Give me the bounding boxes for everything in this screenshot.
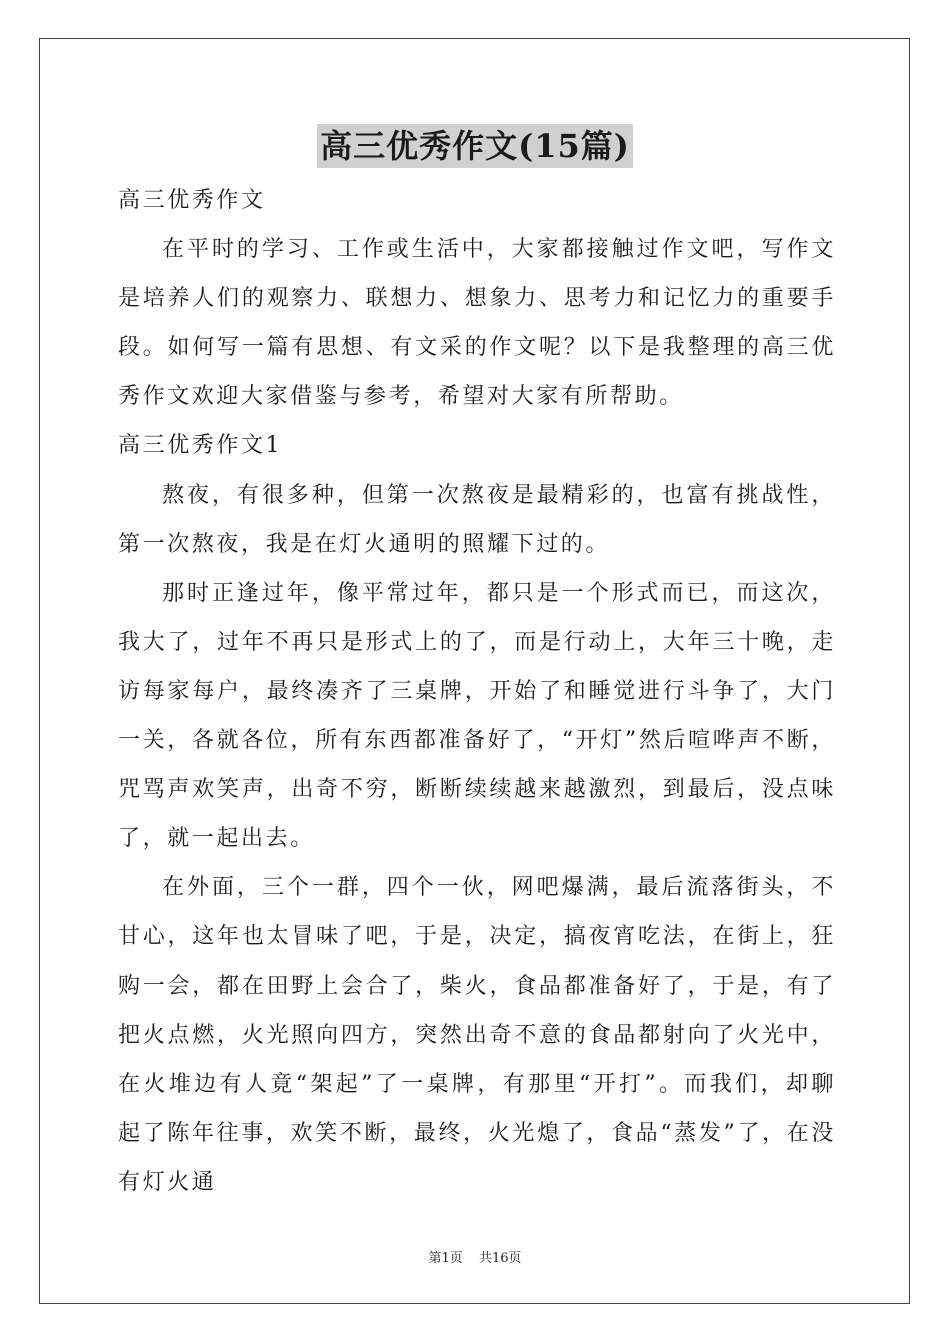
title-wrap xyxy=(0,124,950,168)
page-total: 共16页 xyxy=(478,1251,522,1266)
body-paragraph: 那时正逢过年，像平常过年，都只是一个形式而已，而这次，我大了，过年不再只是形式上的了，而是行动上，大年三十晚，走访每家每户，最终凑齐了三桌牌，开始了和睡觉进行斗争了，大门一关，各就各位，所有东西都准备好了，“开灯”然后喧哗声不断，咒骂声欢笑声，出奇不穷，断断续续越来越激烈，到最后，没点味了，就一起出去。 xyxy=(118,580,836,852)
section-heading: 高三优秀作文1 xyxy=(118,433,283,459)
body-paragraph: 熬夜，有很多种，但第一次熬夜是最精彩的，也富有挑战性，第一次熬夜，我是在灯火通明的照耀下过的。 xyxy=(118,482,836,557)
page-number: 第1页 xyxy=(428,1251,463,1266)
section-heading: 高三优秀作文 xyxy=(118,188,266,213)
document-title: 高三优秀作文(15篇) xyxy=(317,124,633,168)
document-body xyxy=(118,176,836,1207)
page-footer xyxy=(0,1247,950,1266)
body-paragraph: 在平时的学习、工作或生活中，大家都接触过作文吧，写作文是培养人们的观察力、联想力、想象力、思考力和记忆力的重要手段。如何写一篇有思想、有文采的作文呢？以下是我整理的高三优秀作文欢迎大家借鉴与参考，希望对大家有所帮助。 xyxy=(118,237,836,410)
body-paragraph: 在外面，三个一群，四个一伙，网吧爆满，最后流落街头，不甘心，这年也太冒味了吧，于是，决定，搞夜宵吃法，在街上，狂购一会，都在田野上会合了，柴火，食品都准备好了，于是，有了把火点燃，火光照向四方，突然出奇不意的食品都射向了火光中，在火堆边有人竟“架起”了一桌牌，有那里“开打”。而我们，却聊起了陈年往事，欢笑不断，最终，火光熄了，食品“蒸发”了，在没有灯火通 xyxy=(118,875,836,1195)
